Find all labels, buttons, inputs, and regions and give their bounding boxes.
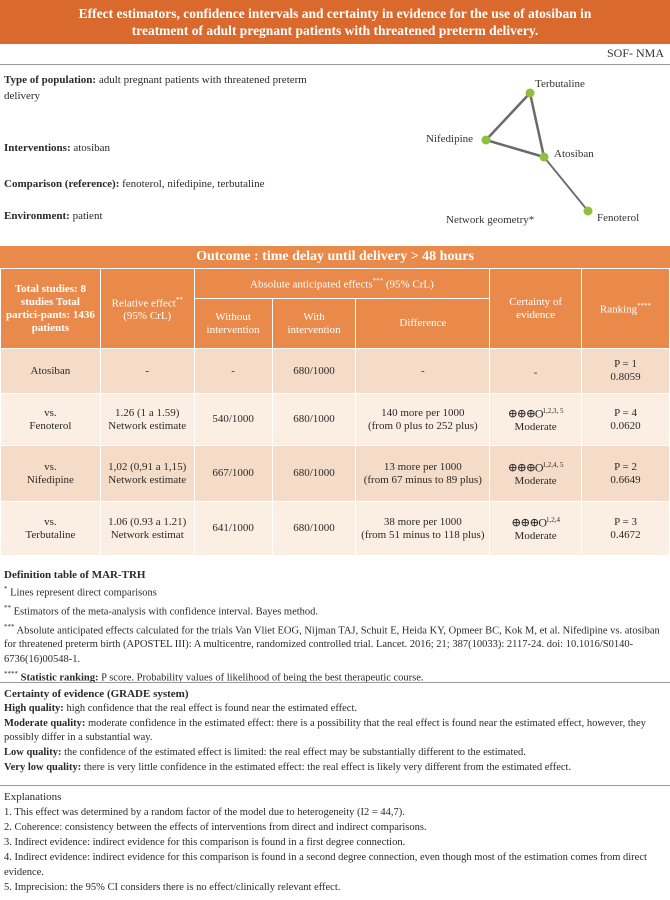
certainty-label: Moderate — [514, 421, 557, 434]
edge-terbutaline-atosiban — [530, 93, 544, 157]
with-cell: 680/1000 — [272, 394, 356, 446]
ranking-cell — [582, 502, 670, 556]
header-absolute-tail: (95% CrL) — [385, 278, 434, 291]
table-row — [1, 502, 670, 556]
relative-cell — [100, 502, 194, 556]
header-ranking — [582, 269, 670, 349]
difference-cell — [356, 349, 490, 394]
ranking-cell — [582, 394, 670, 446]
table-header-row — [1, 269, 670, 299]
node-label-fenoterol: Fenoterol — [597, 212, 640, 224]
difference-range: (from 67 minus to 89 plus) — [363, 473, 482, 486]
grade-high-text: high confidence that the real effect is found near the estimated effect. — [66, 702, 358, 714]
certainty-cell — [490, 394, 582, 446]
relative-note: Network estimate — [108, 473, 187, 486]
node-atosiban — [540, 153, 549, 162]
row-prefix: vs. — [44, 515, 57, 528]
row-name-cell — [1, 394, 101, 446]
difference-range: (from 51 minus to 118 plus) — [361, 528, 485, 541]
relative-value: 1,02 (0,91 a 1,15) — [108, 460, 187, 473]
definition-1 — [4, 582, 666, 601]
rank-p: P = 3 — [614, 515, 637, 528]
relative-cell — [100, 446, 194, 502]
difference-value: - — [421, 364, 425, 377]
grade-low — [4, 746, 666, 761]
with-cell: 680/1000 — [272, 349, 356, 394]
relative-note: Network estimat — [110, 528, 184, 541]
definition-2 — [4, 601, 666, 620]
comparison-info — [4, 176, 334, 192]
grade-moderate-text: moderate confidence in the estimated effect: there is a possibility that the real effect is found near the estimated effect, however, they possibly differ in a substantial way. — [4, 717, 646, 744]
definition-3-mark: *** — [4, 622, 15, 631]
interventions-value: atosiban — [73, 142, 111, 154]
explanations-heading: Explanations — [4, 791, 62, 803]
document-title-bar — [0, 0, 670, 44]
header-certainty: Certainty of evidence — [490, 269, 582, 349]
header-ranking-text: Ranking — [599, 303, 638, 316]
comparison-label: Comparison (reference): — [4, 178, 120, 190]
edge-terbutaline-nifedipine — [486, 93, 530, 140]
explanation-4: 4. Indirect evidence: indirect evidence for this comparison is found in a second degree connection, even though most of the estimation comes from direct evidence. — [4, 852, 647, 878]
node-label-nifedipine: Nifedipine — [426, 133, 474, 145]
grade-moderate-label: Moderate quality: — [4, 717, 86, 729]
rank-value: 0.8059 — [610, 371, 641, 383]
relative-value: 1.26 (1 a 1.59) — [115, 406, 180, 419]
header-difference: Difference — [356, 299, 490, 349]
definition-4-text: P score. Probability values of likelihood of being the best therapeutic course. — [101, 672, 424, 684]
rank-p: P = 4 — [614, 406, 637, 419]
header-ranking-sup: **** — [637, 302, 652, 311]
definition-1-mark: * — [4, 585, 8, 594]
row-name: Atosiban — [30, 364, 71, 377]
node-fenoterol — [584, 207, 593, 216]
relative-value: 1.06 (0.93 a 1.21) — [108, 515, 187, 528]
row-name-cell — [1, 446, 101, 502]
row-name: Terbutaline — [25, 528, 76, 541]
certainty-cell — [490, 349, 582, 394]
definition-3 — [4, 620, 666, 667]
network-geometry-diagram — [420, 70, 670, 240]
grade-high — [4, 702, 666, 717]
header-relative-tail: (95% CrL) — [123, 310, 172, 323]
without-cell: - — [194, 349, 272, 394]
rank-p: P = 2 — [614, 460, 637, 473]
population-value: adult pregnant patients with threatened preterm delivery — [4, 74, 307, 102]
node-label-atosiban: Atosiban — [554, 148, 594, 160]
definition-4-label: Statistic ranking: — [20, 672, 99, 684]
row-prefix: vs. — [44, 406, 57, 419]
difference-cell — [356, 394, 490, 446]
table-row — [1, 349, 670, 394]
header-absolute-text: Absolute anticipated effects — [250, 278, 373, 291]
edge-nifedipine-atosiban — [486, 140, 544, 157]
node-nifedipine — [482, 136, 491, 145]
relative-cell — [100, 349, 194, 394]
divider — [0, 785, 670, 786]
header-without-intervention: Without intervention — [194, 299, 272, 349]
grade-verylow — [4, 761, 666, 776]
row-name-cell — [1, 349, 101, 394]
environment-info — [4, 208, 334, 224]
definitions-heading: Definition table of MAR-TRH — [4, 569, 146, 581]
rank-value: 0.4672 — [610, 528, 641, 541]
with-cell: 680/1000 — [272, 446, 356, 502]
header-relative-sup: ** — [175, 295, 183, 304]
header-relative-text: Relative effect — [111, 297, 176, 310]
sof-badge: SOF- NMA — [606, 46, 664, 60]
network-caption: Network geometry* — [446, 214, 535, 226]
certainty-sup: 1,2,4, 5 — [542, 460, 564, 469]
population-info — [4, 72, 334, 104]
definition-3-text: Absolute anticipated effects calculated for the trials Van Vliet EOG, Nijman TAJ, Schuit E, Heida KY, Opmeer BC, Kok M, et al. Nifedipine vs. atosiban for threatened preterm birth (APOSTEL III): A multicentre, randomized controlled trial. Lancet. 2016; 21; 387(10033): 2117-24. doi: 10.1016/S0140-6736(16)00548-1. — [4, 625, 660, 665]
header-with-intervention: With intervention — [272, 299, 356, 349]
ranking-cell — [582, 446, 670, 502]
grade-verylow-text: there is very little confidence in the estimated effect: the real effect is likely very different from the estimated effect. — [83, 761, 572, 773]
explanation-5: 5. Imprecision: the 95% CI considers there is no effect/clinically relevant effect. — [4, 882, 341, 893]
difference-value: 140 more per 1000 — [381, 406, 465, 419]
row-name-cell — [1, 502, 101, 556]
interventions-info — [4, 140, 334, 156]
difference-range: (from 0 plus to 252 plus) — [367, 419, 478, 432]
without-cell: 540/1000 — [194, 394, 272, 446]
explanation-3: 3. Indirect evidence: indirect evidence for this comparison is found in a first degree connection. — [4, 837, 406, 848]
node-terbutaline — [526, 89, 535, 98]
definition-2-text: Estimators of the meta-analysis with confidence interval. Bayes method. — [13, 606, 319, 618]
node-label-terbutaline: Terbutaline — [535, 78, 585, 90]
difference-cell — [356, 446, 490, 502]
certainty-label: Moderate — [514, 530, 557, 543]
header-total-studies: Total studies: 8 studies Total partici-pants: 1436 patients — [1, 269, 101, 349]
certainty-symbol: ⊕⊕⊕O — [511, 515, 547, 530]
header-relative-effect — [100, 269, 194, 349]
certainty-cell — [490, 502, 582, 556]
edge-atosiban-fenoterol — [544, 157, 588, 211]
grade-heading: Certainty of evidence (GRADE system) — [4, 688, 189, 700]
header-absolute-sup: *** — [372, 277, 384, 286]
explanations-section — [4, 790, 666, 895]
interventions-label: Interventions: — [4, 142, 71, 154]
row-name: Nifedipine — [26, 473, 74, 486]
grade-section — [4, 687, 666, 776]
header-absolute-effects — [194, 269, 490, 299]
without-cell: 667/1000 — [194, 446, 272, 502]
outcome-header: Outcome : time delay until delivery > 48 hours — [0, 246, 670, 268]
title-line-1: Effect estimators, confidence intervals and certainty in evidence for the use of atosiban in — [78, 6, 592, 21]
relative-value: - — [145, 364, 150, 377]
divider — [0, 64, 670, 65]
grade-low-text: the confidence of the estimated effect is limited: the real effect may be substantially different to the estimated. — [64, 747, 526, 759]
environment-label: Environment: — [4, 210, 70, 222]
rank-p: P = 1 — [614, 358, 637, 370]
comparison-value: fenoterol, nifedipine, terbutaline — [122, 178, 265, 190]
certainty-sup: 1,2,4 — [546, 515, 561, 524]
grade-verylow-label: Very low quality: — [4, 761, 82, 773]
definition-2-mark: ** — [4, 603, 11, 612]
certainty-symbol: ⊕⊕⊕O — [507, 460, 543, 475]
rank-value: 0.6649 — [610, 473, 641, 486]
row-prefix: vs. — [44, 460, 57, 473]
explanation-2: 2. Coherence: consistency between the effects of interventions from direct and indirect comparisons. — [4, 822, 427, 833]
grade-high-label: High quality: — [4, 702, 64, 714]
certainty-symbol: - — [533, 366, 538, 379]
difference-value: 13 more per 1000 — [383, 460, 462, 473]
certainty-symbol: ⊕⊕⊕O — [507, 406, 543, 421]
relative-note: Network estimate — [108, 419, 187, 432]
certainty-label: Moderate — [514, 475, 557, 488]
definition-4-mark: **** — [4, 669, 18, 678]
explanation-1: 1. This effect was determined by a random factor of the model due to heterogeneity (I2 = 44,7). — [4, 807, 405, 818]
population-label: Type of population: — [4, 74, 97, 86]
with-cell: 680/1000 — [272, 502, 356, 556]
difference-cell — [356, 502, 490, 556]
divider — [0, 682, 670, 683]
rank-value: 0.0620 — [610, 419, 641, 432]
without-cell: 641/1000 — [194, 502, 272, 556]
grade-low-label: Low quality: — [4, 747, 62, 759]
summary-of-findings-table — [0, 268, 670, 556]
row-name: Fenoterol — [29, 419, 72, 432]
environment-value: patient — [72, 210, 103, 222]
ranking-cell — [582, 349, 670, 394]
definitions-section — [4, 568, 666, 685]
certainty-cell — [490, 446, 582, 502]
difference-value: 38 more per 1000 — [383, 515, 462, 528]
table-row — [1, 394, 670, 446]
definition-1-text: Lines represent direct comparisons — [10, 587, 157, 599]
certainty-sup: 1,2,3, 5 — [542, 406, 564, 415]
relative-cell — [100, 394, 194, 446]
grade-moderate — [4, 717, 666, 747]
table-row — [1, 446, 670, 502]
title-line-2: treatment of adult pregnant patients with threatened preterm delivery. — [131, 23, 539, 38]
